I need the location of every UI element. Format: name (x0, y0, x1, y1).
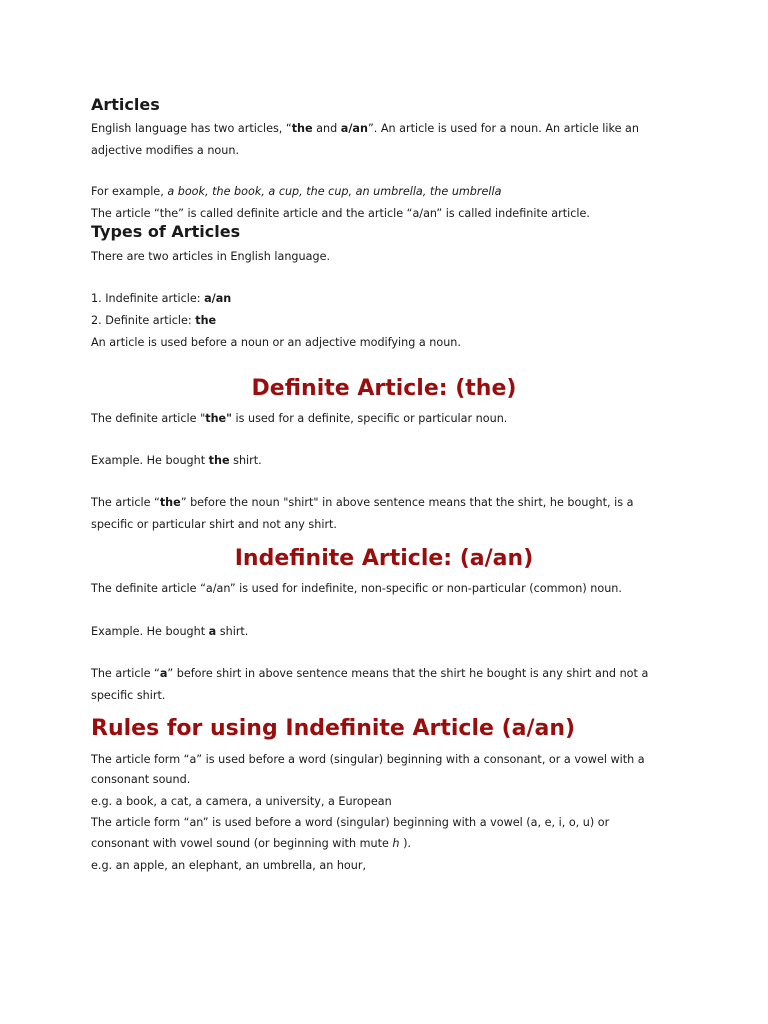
indefinite-explain-end: ” before shirt in above sentence means that the shirt he bought is any shirt and not a (167, 667, 649, 680)
indefinite-example-end: shirt. (216, 625, 249, 638)
definite-explain-bold: the (159, 496, 181, 509)
indefinite-example (91, 625, 248, 639)
articles-intro-line1 (91, 122, 639, 136)
intro-text-start: English language has two articles, “ (91, 122, 292, 135)
intro-text-end: ”. An article is used for a noun. An article like an (367, 122, 639, 135)
rule-an-example: e.g. an apple, an elephant, an umbrella, an hour, (91, 859, 367, 872)
rule-an-line1: The article form “an” is used before a word (singular) beginning with a vowel (a, e, i, o, u) or (91, 816, 610, 829)
bold-a-an: a/an (340, 122, 368, 135)
definite-article-heading: Definite Article: (the) (251, 376, 517, 401)
intro-and: and (312, 122, 341, 135)
types-item-2 (91, 314, 216, 328)
rules-heading: Rules for using Indefinite Article (a/an) (91, 716, 576, 741)
definite-example (91, 454, 262, 468)
articles-example-line (91, 185, 501, 199)
rule-a-example: e.g. a book, a cat, a camera, a university, a European (91, 795, 392, 808)
rule-an-line2-start: consonant with vowel sound (or beginning with mute (91, 837, 393, 850)
definite-example-start: Example. He bought (91, 454, 209, 467)
rule-a-line2: consonant sound. (91, 773, 191, 786)
rule-an-line2 (91, 837, 411, 851)
definite-line1-bold: the" (205, 412, 232, 425)
example-items: a book, the book, a cup, the cup, an umbrella, the umbrella (167, 185, 502, 198)
types-usage: An article is used before a noun or an adjective modifying a noun. (91, 336, 461, 349)
definite-line1-start: The definite article " (91, 412, 206, 425)
types-item-1 (91, 292, 231, 306)
indefinite-example-bold: a (208, 625, 217, 638)
bold-the: the (291, 122, 313, 135)
definite-explain-line1 (91, 496, 634, 510)
rule-a-line1: The article form “a” is used before a word (singular) beginning with a consonant, or a vowel with a (91, 753, 645, 766)
indefinite-explain-line2: specific shirt. (91, 689, 166, 702)
rule-an-line2-end: ). (399, 837, 411, 850)
item2-label: 2. Definite article: (91, 314, 196, 327)
item1-value: a/an (204, 292, 232, 305)
types-heading: Types of Articles (91, 222, 241, 241)
definite-example-bold: the (208, 454, 230, 467)
definite-line1-end: is used for a definite, specific or particular noun. (231, 412, 508, 425)
definite-explain-start: The article “ (91, 496, 160, 509)
definite-explain-end: ” before the noun "shirt" in above sentence means that the shirt, he bought, is a (180, 496, 634, 509)
definite-line1 (91, 412, 507, 426)
definite-example-end: shirt. (229, 454, 262, 467)
indefinite-article-heading: Indefinite Article: (a/an) (234, 546, 534, 571)
articles-intro-line2: adjective modifies a noun. (91, 144, 240, 157)
item2-value: the (195, 314, 217, 327)
types-intro: There are two articles in English language. (91, 250, 331, 263)
articles-definite-indefinite-line: The article “the” is called definite article and the article “a/an” is called indefinite article. (91, 207, 590, 220)
example-prefix: For example, (91, 185, 168, 198)
indefinite-explain-line1 (91, 667, 648, 681)
definite-explain-line2: specific or particular shirt and not any shirt. (91, 518, 337, 531)
item1-label: 1. Indefinite article: (91, 292, 205, 305)
indefinite-explain-bold: a (159, 667, 168, 680)
indefinite-line1: The definite article “a/an” is used for indefinite, non-specific or non-particular (common) noun. (91, 582, 622, 595)
indefinite-example-start: Example. He bought (91, 625, 209, 638)
articles-heading: Articles (91, 95, 160, 114)
indefinite-explain-start: The article “ (91, 667, 160, 680)
mute-h: h (392, 837, 400, 850)
